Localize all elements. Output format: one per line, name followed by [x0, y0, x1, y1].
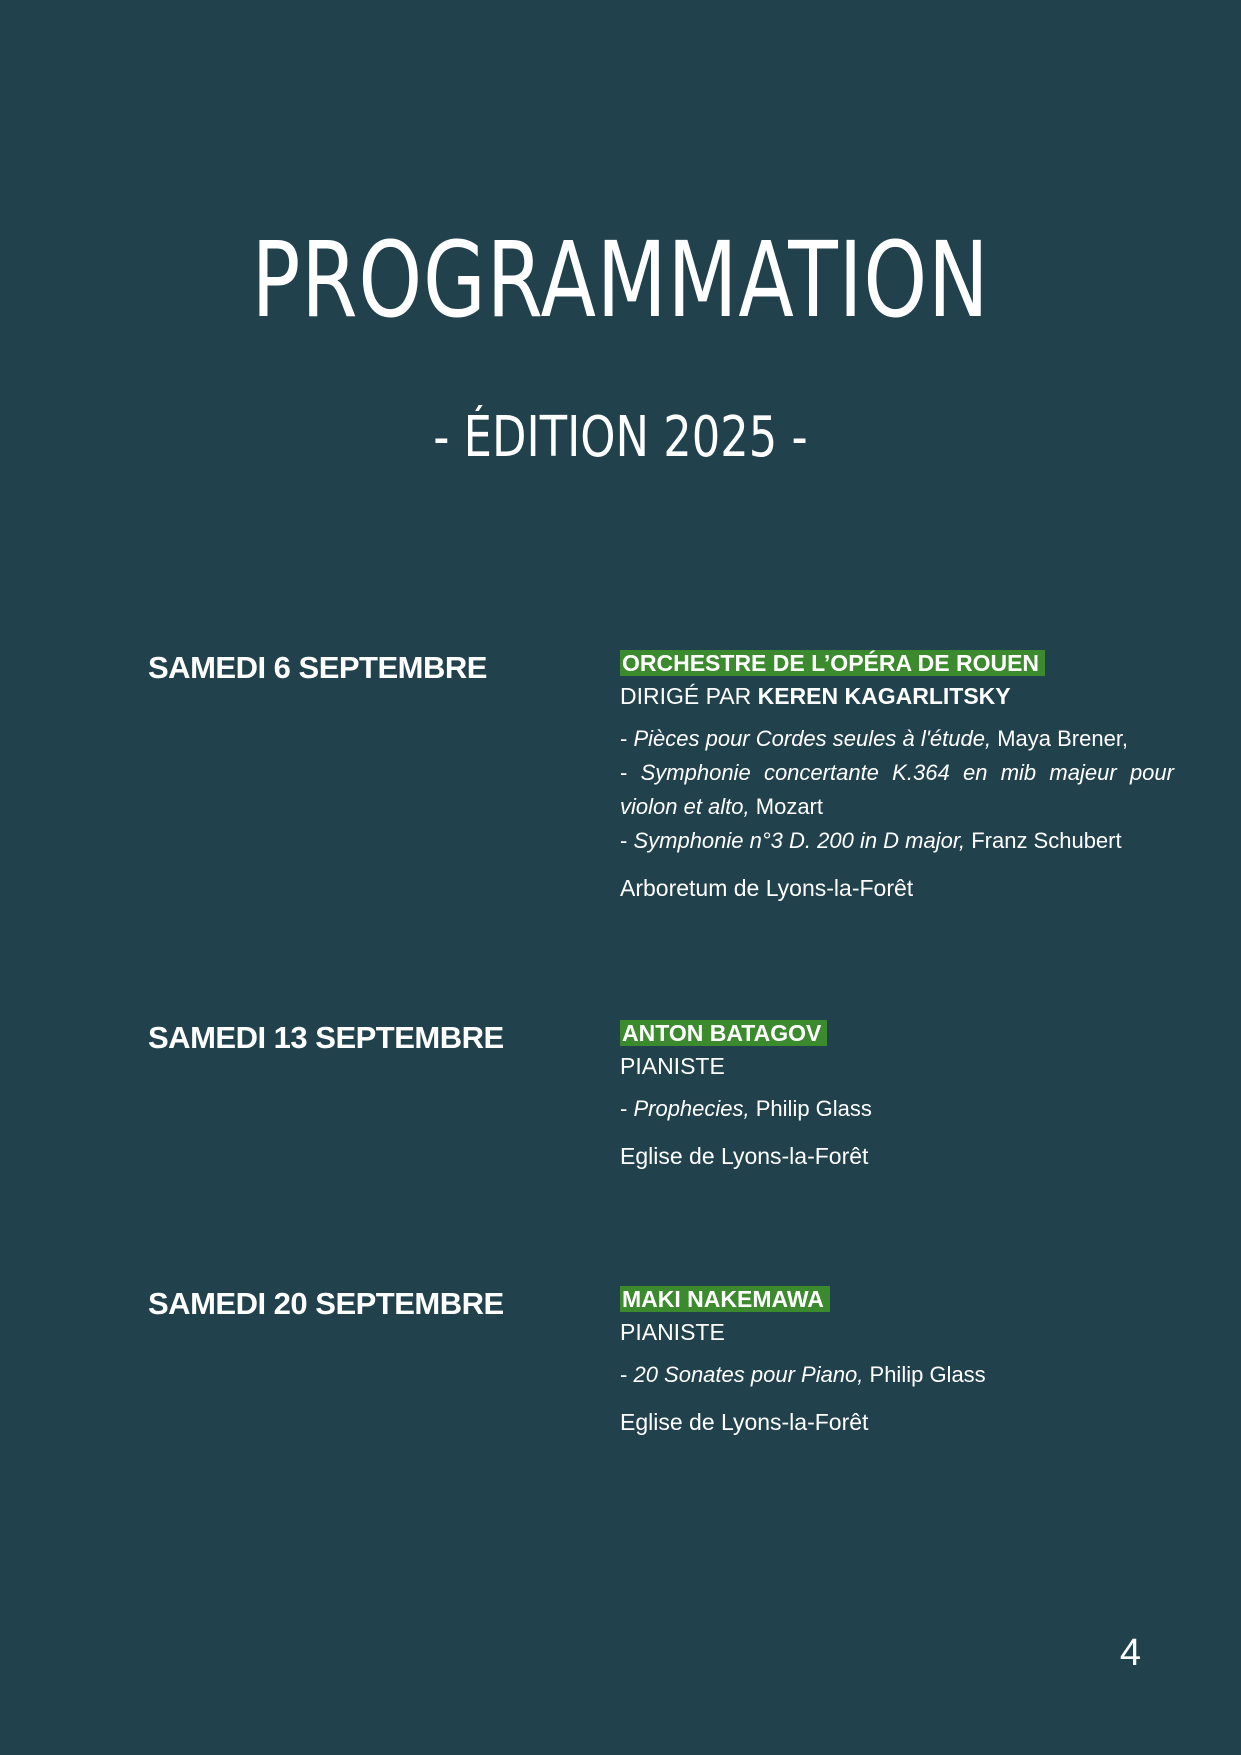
work-composer: Philip Glass — [749, 1096, 872, 1121]
event-venue: Eglise de Lyons-la-Forêt — [620, 1143, 869, 1169]
works-list — [620, 722, 1174, 858]
work-title: Pièces pour Cordes seules à l'étude, — [633, 726, 992, 751]
event-details — [620, 1020, 1174, 1172]
artist-role — [620, 682, 1174, 710]
role-prefix: DIRIGÉ PAR — [620, 683, 752, 709]
work-title: Prophecies, — [633, 1096, 750, 1121]
work-title: 20 Sonates pour Piano, — [633, 1362, 864, 1387]
role-prefix: PIANISTE — [620, 1319, 725, 1345]
works-list — [620, 1092, 1174, 1126]
work-title: Symphonie concertante K.364 en mib majeur pour violon et alto, — [620, 760, 1174, 819]
work-title: Symphonie n°3 D. 200 in D major, — [633, 828, 966, 853]
work-composer: Franz Schubert — [965, 828, 1122, 853]
work-item: - Symphonie n°3 D. 200 in D major, Franz Schubert — [620, 828, 1122, 853]
work-composer: Mozart — [749, 794, 823, 819]
work-item: - 20 Sonates pour Piano, Philip Glass — [620, 1362, 986, 1387]
artist-role — [620, 1318, 1174, 1346]
work-composer: Philip Glass — [863, 1362, 986, 1387]
edition-subtitle: - ÉDITION 2025 - — [433, 405, 808, 470]
works-list — [620, 1358, 1174, 1392]
artist-highlight: MAKI NAKEMAWA — [620, 1286, 830, 1312]
work-item: - Symphonie concertante K.364 en mib majeur pour violon et alto, Mozart — [620, 760, 1174, 819]
work-item: - Prophecies, Philip Glass — [620, 1096, 872, 1121]
page-title: PROGRAMMATION — [251, 219, 990, 341]
artist-role — [620, 1052, 1174, 1080]
event-details — [620, 1286, 1174, 1438]
event-date: SAMEDI 13 SEPTEMBRE — [148, 1020, 504, 1055]
artist-highlight: ANTON BATAGOV — [620, 1020, 827, 1046]
event-venue: Eglise de Lyons-la-Forêt — [620, 1409, 869, 1435]
page-number: 4 — [1119, 1632, 1141, 1674]
event-details — [620, 650, 1174, 904]
conductor-name: KEREN KAGARLITSKY — [757, 683, 1011, 709]
artist-highlight: ORCHESTRE DE L’OPÉRA DE ROUEN — [620, 650, 1045, 676]
event-venue: Arboretum de Lyons-la-Forêt — [620, 875, 914, 901]
event-date: SAMEDI 20 SEPTEMBRE — [148, 1286, 504, 1321]
work-item: - Pièces pour Cordes seules à l'étude, Maya Brener, — [620, 726, 1129, 751]
role-prefix: PIANISTE — [620, 1053, 725, 1079]
event-date: SAMEDI 6 SEPTEMBRE — [148, 650, 487, 685]
work-composer: Maya Brener, — [991, 726, 1129, 751]
